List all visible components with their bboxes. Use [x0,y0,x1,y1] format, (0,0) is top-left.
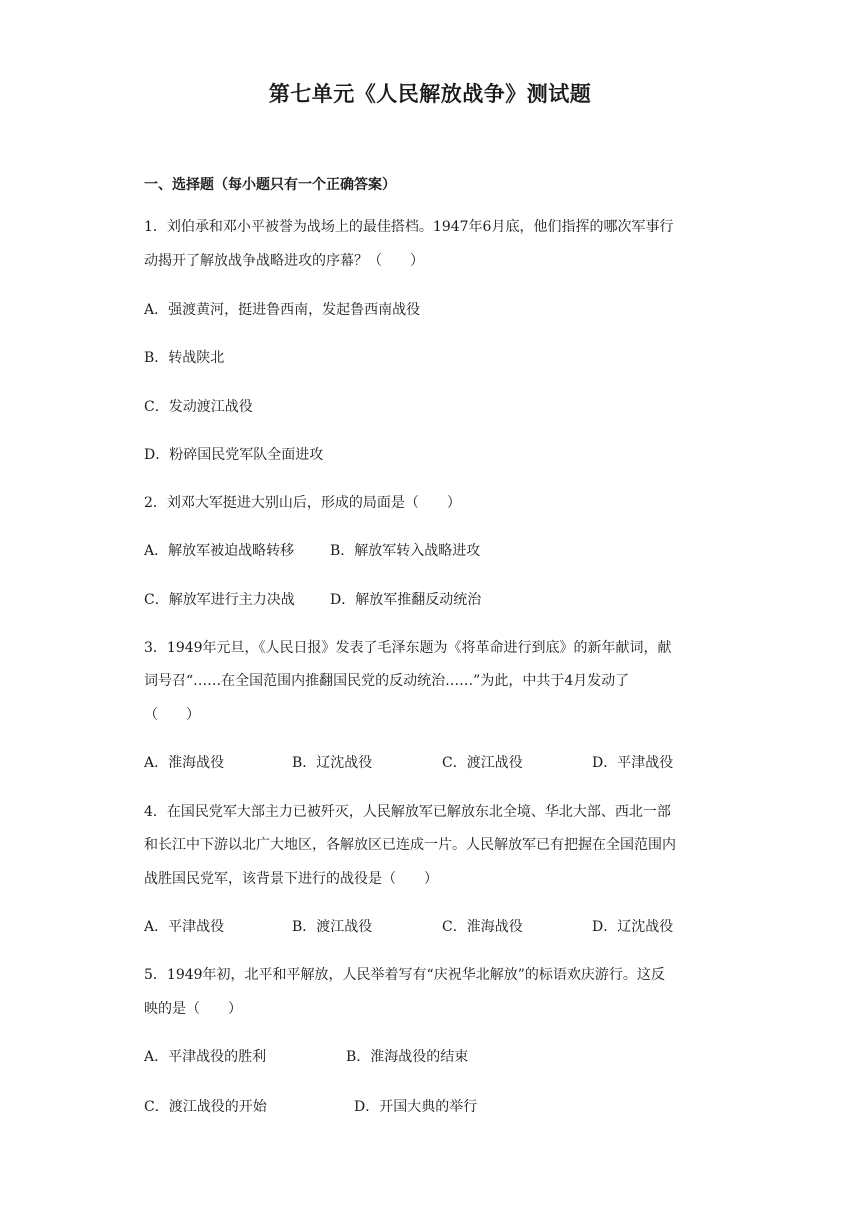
question-4-option-b: B．渡江战役 [292,919,373,935]
question-3-option-c: C．渡江战役 [442,755,523,771]
question-2-line-1: 2．刘邓大军挺进大别山后，形成的局面是（ ） [144,495,461,511]
question-1-line-1: 1．刘伯承和邓小平被誉为战场上的最佳搭档。1947年6月底，他们指挥的哪次军事行 [144,219,674,235]
question-5-option-d: D．开国大典的举行 [354,1099,478,1115]
question-5-option-b: B．淮海战役的结束 [346,1049,469,1065]
question-4-option-a: A．平津战役 [144,919,225,935]
question-5-option-c: C．渡江战役的开始 [144,1099,267,1115]
question-4-option-d: D．辽沈战役 [592,919,674,935]
question-1-option-a: A．强渡黄河，挺进鲁西南，发起鲁西南战役 [144,302,421,318]
question-3-option-d: D．平津战役 [592,755,674,771]
question-2-option-b: B．解放军转入战略进攻 [330,543,481,559]
question-3-option-a: A．淮海战役 [144,755,225,771]
question-1-line-2: 动揭开了解放战争战略进攻的序幕？（ ） [144,253,424,269]
question-1-option-b: B．转战陕北 [144,350,225,366]
question-3-option-b: B．辽沈战役 [292,755,373,771]
question-3-line-3: （ ） [144,707,200,723]
question-5-line-1: 5．1949年初，北平和平解放，人民举着写有“庆祝华北解放”的标语欢庆游行。这反 [144,967,665,983]
question-5-option-a: A．平津战役的胜利 [144,1049,267,1065]
question-2-option-a: A．解放军被迫战略转移 [144,543,295,559]
question-2-option-d: D．解放军推翻反动统治 [330,592,482,608]
section-heading: 一、选择题（每小题只有一个正确答案） [144,177,396,193]
question-1-option-d: D．粉碎国民党军队全面进攻 [144,447,324,463]
question-4-line-1: 4．在国民党军大部主力已被歼灭，人民解放军已解放东北全境、华北大部、西北一部 [144,804,671,820]
question-3-line-1: 3．1949年元旦，《人民日报》发表了毛泽东题为《将革命进行到底》的新年献词，献 [144,640,672,656]
question-4-option-c: C．淮海战役 [442,919,523,935]
question-1-option-c: C．发动渡江战役 [144,399,253,415]
question-4-line-2: 和长江中下游以北广大地区，各解放区已连成一片。人民解放军已有把握在全国范围内 [144,837,676,853]
question-4-line-3: 战胜国民党军，该背景下进行的战役是（ ） [144,871,438,887]
question-5-line-2: 映的是（ ） [144,1001,242,1017]
question-3-line-2: 词号召“……在全国范围内推翻国民党的反动统治……”为此，中共于4月发动了 [144,673,630,689]
question-2-option-c: C．解放军进行主力决战 [144,592,295,608]
page-title: 第七单元《人民解放战争》测试题 [268,82,592,106]
